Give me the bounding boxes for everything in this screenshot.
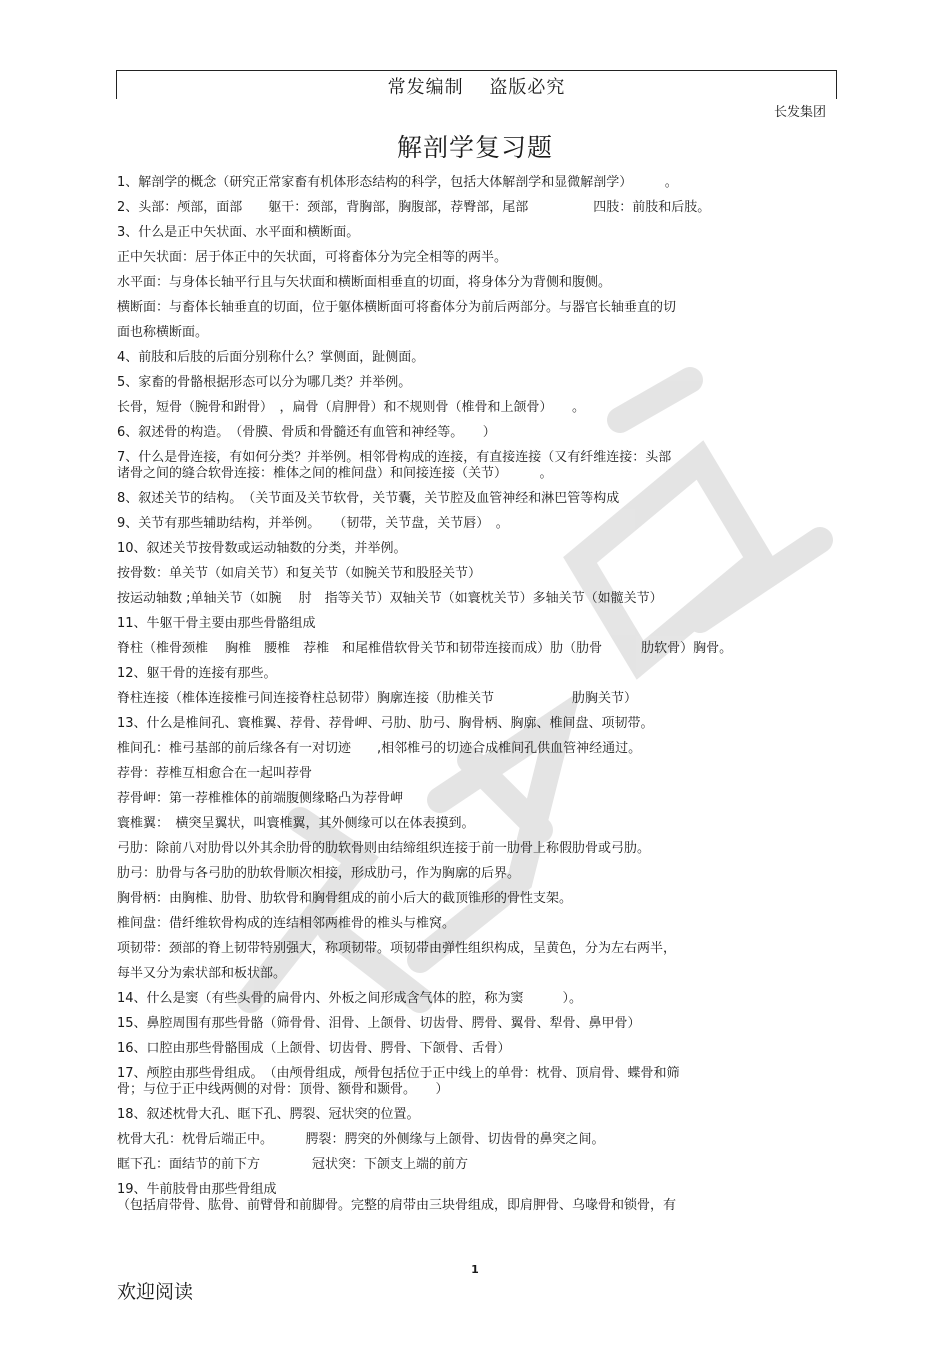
text-line: 18、叙述枕骨大孔、眶下孔、腭裂、冠状突的位置。 xyxy=(117,1107,420,1122)
text-line: 水平面：与身体长轴平行且与矢状面和横断面相垂直的切面，将身体分为背侧和腹侧。 xyxy=(117,275,612,290)
text-line: 长骨，短骨（腕骨和跗骨） ，扁骨（肩胛骨）和不规则骨（椎骨和上颌骨） 。 xyxy=(117,400,586,415)
text-line: 19、牛前肢骨由那些骨组成 xyxy=(117,1182,277,1197)
text-line: 7、什么是骨连接，有如何分类？并举例。相邻骨构成的连接，有直接连接（又有纤维连接：头部 xyxy=(117,450,672,465)
text-line: 脊柱（椎骨颈椎 胸椎 腰椎 荐椎 和尾椎借软骨关节和韧带连接而成）肋（肋骨 肋软骨）胸骨。 xyxy=(117,641,733,656)
text-line: （包括肩带骨、肱骨、前臂骨和前脚骨。完整的肩带由三块骨组成，即肩胛骨、乌喙骨和锁骨，有 xyxy=(117,1198,677,1213)
text-line: 眶下孔：面结节的前下方 冠状突：下颌支上端的前方 xyxy=(117,1157,469,1172)
text-line: 肋弓：肋骨与各弓肋的肋软骨顺次相接，形成肋弓，作为胸廓的后界。 xyxy=(117,866,521,881)
text-line: 13、什么是椎间孔、寰椎翼、荐骨、荐骨岬、弓肋、肋弓、胸骨柄、胸廓、椎间盘、项韧带。 xyxy=(117,716,654,731)
text-line: 按骨数：单关节（如肩关节）和复关节（如腕关节和股胫关节） xyxy=(117,566,482,581)
text-line: 正中矢状面：居于体正中的矢状面，可将畜体分为完全相等的两半。 xyxy=(117,250,508,265)
text-line: 骨；与位于正中线两侧的对骨：顶骨、额骨和颞骨。 ） xyxy=(117,1082,449,1097)
text-line: 横断面：与畜体长轴垂直的切面，位于躯体横断面可将畜体分为前后两部分。与器官长轴垂直的切 xyxy=(117,300,677,315)
text-line: 按运动轴数 ;单轴关节（如腕 肘 指等关节）双轴关节（如寰枕关节）多轴关节（如髋关节） xyxy=(117,591,663,606)
header-frame xyxy=(116,70,837,99)
footer-text: 欢迎阅读 xyxy=(117,1281,194,1303)
text-line: 椎间盘：借纤维软骨构成的连结相邻两椎骨的椎头与椎窝。 xyxy=(117,916,456,931)
text-line: 9、关节有那些辅助结构，并举例。 （韧带，关节盘，关节唇） 。 xyxy=(117,516,509,531)
text-line: 5、家畜的骨骼根据形态可以分为哪几类？并举例。 xyxy=(117,375,412,390)
text-line: 椎间孔：椎弓基部的前后缘各有一对切迹 ,相邻椎弓的切迹合成椎间孔供血管神经通过。 xyxy=(117,741,642,756)
text-line: 弓肋：除前八对肋骨以外其余肋骨的肋软骨则由结缔组织连接于前一肋骨上称假肋骨或弓肋。 xyxy=(117,841,651,856)
text-line: 14、什么是窦（有些头骨的扁骨内、外板之间形成含气体的腔，称为窦 ）。 xyxy=(117,991,583,1006)
document-body xyxy=(117,175,817,1214)
text-line: 胸骨柄：由胸椎、肋骨、肋软骨和胸骨组成的前小后大的截顶锥形的骨性支架。 xyxy=(117,891,573,906)
text-line: 诸骨之间的缝合软骨连接：椎体之间的椎间盘）和间接连接（关节） 。 xyxy=(117,466,553,481)
text-line: 每半又分为索状部和板状部。 xyxy=(117,966,287,981)
text-line: 2、头部：颅部，面部 躯干：颈部，背胸部，胸腹部，荐臀部，尾部 四肢：前肢和后肢。 xyxy=(117,200,711,215)
text-line: 3、什么是正中矢状面、水平面和横断面。 xyxy=(117,225,360,240)
text-line: 16、口腔由那些骨骼围成（上颌骨、切齿骨、腭骨、下颌骨、舌骨） xyxy=(117,1041,511,1056)
text-line: 1、解剖学的概念（研究正常家畜有机体形态结构的科学，包括大体解剖学和显微解剖学） 。 xyxy=(117,175,678,190)
text-line: 寰椎翼： 横突呈翼状，叫寰椎翼，其外侧缘可以在体表摸到。 xyxy=(117,816,475,831)
text-line: 10、叙述关节按骨数或运动轴数的分类，并举例。 xyxy=(117,541,407,556)
text-line: 8、叙述关节的结构。 （关节面及关节软骨，关节囊，关节腔及血管神经和淋巴管等构成 xyxy=(117,491,620,506)
header-title: 常发编制 盗版必究 xyxy=(387,77,566,98)
text-line: 11、牛躯干骨主要由那些骨骼组成 xyxy=(117,616,316,631)
text-line: 12、躯干骨的连接有那些。 xyxy=(117,666,277,681)
text-line: 枕骨大孔：枕骨后端正中。 腭裂：腭突的外侧缘与上颌骨、切齿骨的鼻突之间。 xyxy=(117,1132,605,1147)
text-line: 荐骨：荐椎互相愈合在一起叫荐骨 xyxy=(117,766,313,781)
text-line: 6、叙述骨的构造。 （骨膜、骨质和骨髓还有血管和神经等。 ） xyxy=(117,425,496,440)
text-line: 4、前肢和后肢的后面分别称什么？掌侧面，趾侧面。 xyxy=(117,350,425,365)
text-line: 17、颅腔由那些骨组成。 （由颅骨组成，颅骨包括位于正中线上的单骨：枕骨、顶肩骨、蝶骨和筛 xyxy=(117,1066,680,1081)
page-number: 1 xyxy=(471,1263,479,1276)
document-title: 解剖学复习题 xyxy=(396,133,553,162)
text-line: 脊柱连接（椎体连接椎弓间连接脊柱总韧带）胸廓连接（肋椎关节 肋胸关节） xyxy=(117,691,638,706)
text-line: 15、鼻腔周围有那些骨骼（筛骨骨、泪骨、上颌骨、切齿骨、腭骨、翼骨、犁骨、鼻甲骨） xyxy=(117,1016,641,1031)
text-line: 项韧带：颈部的脊上韧带特别强大，称项韧带。项韧带由弹性组织构成，呈黄色，分为左右两半， xyxy=(117,941,677,956)
text-line: 荐骨岬：第一荐椎椎体的前端腹侧缘略凸为荐骨岬 xyxy=(117,791,404,806)
text-line: 面也称横断面。 xyxy=(117,325,209,340)
organization-name: 长发集团 xyxy=(773,105,826,120)
